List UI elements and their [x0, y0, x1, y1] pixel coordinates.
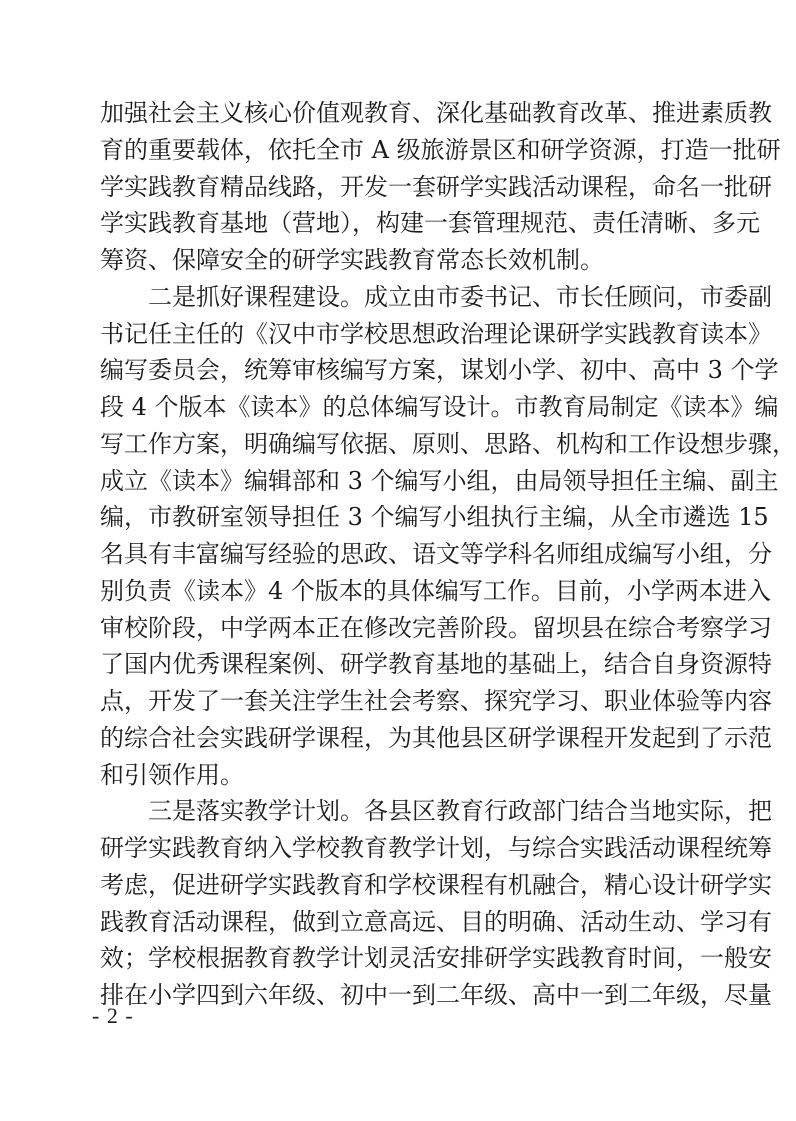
text-line: 研学实践教育纳入学校教育教学计划，与综合实践活动课程统筹: [100, 834, 772, 862]
text-line: 别负责《读本》4 个版本的具体编写工作。目前，小学两本进入: [100, 576, 771, 605]
page-number: - 2 -: [92, 1003, 134, 1028]
text-line: 点，开发了一套关注学生社会考察、探究学习、职业体验等内容: [100, 687, 772, 715]
text-line: 考虑，促进研学实践教育和学校课程有机融合，精心设计研学实: [100, 870, 772, 899]
text-line: 育的重要载体，依托全市 A 级旅游景区和研学资源，打造一批研: [100, 135, 781, 164]
text-line: 书记任主任的《汉中市学校思想政治理论课研学实践教育读本》: [100, 319, 772, 348]
paragraph-start-line: 二是抓好课程建设。成立由市委书记、市长任顾问，市委副: [148, 282, 772, 311]
text-line: 段 4 个版本《读本》的总体编写设计。市教育局制定《读本》编: [100, 393, 779, 421]
text-line: 成立《读本》编辑部和 3 个编写小组，由局领导担任主编、副主: [100, 466, 779, 495]
text-line: 践教育活动课程，做到立意高远、目的明确、活动生动、学习有: [100, 907, 772, 936]
text-line: 名具有丰富编写经验的思政、语文等学科名师组成编写小组，分: [100, 540, 772, 568]
text-line: 学实践教育精品线路，开发一套研学实践活动课程，命名一批研: [100, 172, 772, 201]
text-line: 了国内优秀课程案例、研学教育基地的基础上，结合自身资源特: [100, 650, 772, 679]
text-line: 编写委员会，统筹审核编写方案，谋划小学、初中、高中 3 个学: [100, 356, 779, 385]
text-line: 效；学校根据教育教学计划灵活安排研学实践教育时间，一般安: [100, 944, 772, 973]
text-line: 加强社会主义核心价值观教育、深化基础教育改革、推进素质教: [100, 99, 772, 127]
text-line: 排在小学四到六年级、初中一到二年级、高中一到二年级，尽量: [100, 981, 772, 1009]
text-line: 的综合社会实践研学课程，为其他县区研学课程开发起到了示范: [100, 723, 772, 752]
text-line: 和引领作用。: [100, 760, 244, 789]
text-line: 写工作方案，明确编写依据、原则、思路、机构和工作设想步骤，: [100, 429, 796, 458]
text-line: 编，市教研室领导担任 3 个编写小组执行主编，从全市遴选 15: [100, 503, 769, 532]
text-line: 审校阶段，中学两本正在修改完善阶段。留坝县在综合考察学习: [100, 613, 772, 642]
text-line: 筹资、保障安全的研学实践教育常态长效机制。: [100, 246, 604, 274]
text-line: 学实践教育基地（营地），构建一套管理规范、责任清晰、多元: [100, 209, 760, 238]
paragraph-start-line: 三是落实教学计划。各县区教育行政部门结合当地实际，把: [148, 797, 772, 826]
